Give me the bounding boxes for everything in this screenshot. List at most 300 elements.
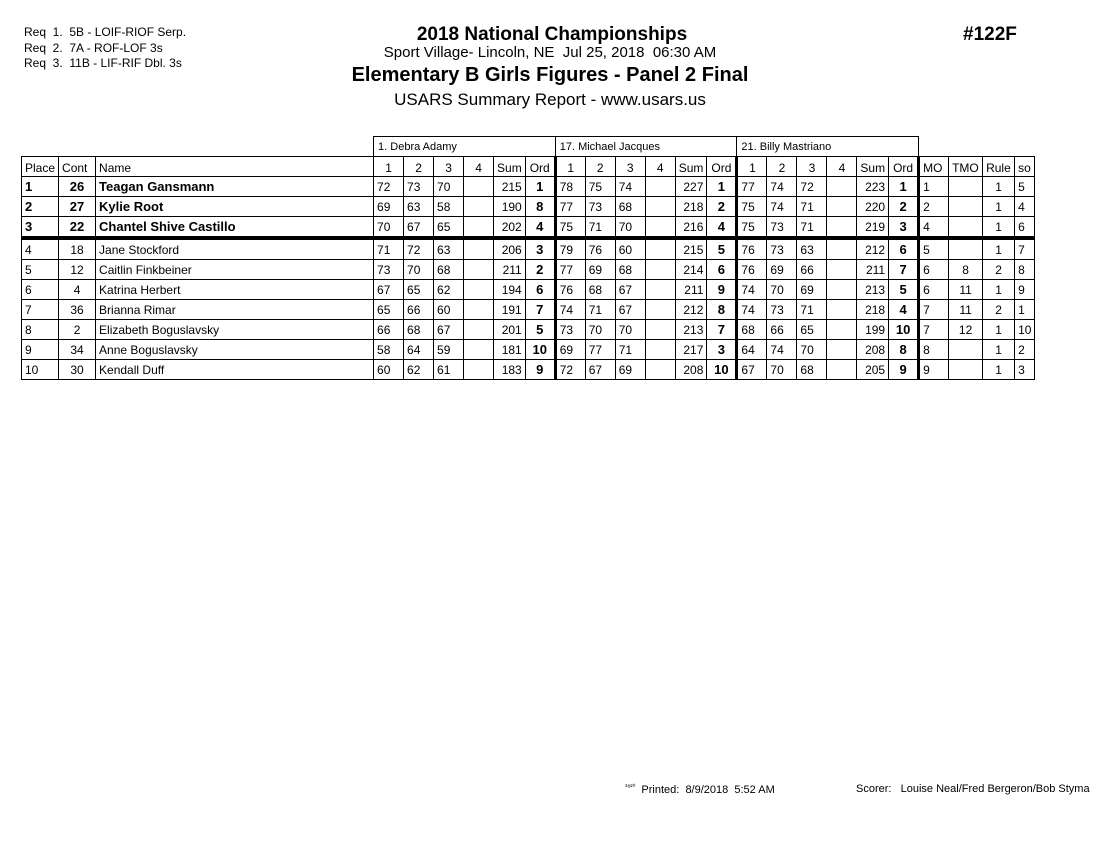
judge-2-score-2: 70 <box>585 320 615 340</box>
judge-1-sum: 211 <box>494 260 526 280</box>
col-j3-4: 4 <box>827 157 857 177</box>
judge-3-sum: 208 <box>857 340 889 360</box>
judge-2-score-3: 67 <box>615 280 645 300</box>
venue-datetime: Sport Village- Lincoln, NE Jul 25, 2018 06:30 AM <box>383 44 717 61</box>
place-cell: 2 <box>22 197 59 217</box>
judge-3-score-1: 74 <box>737 300 767 320</box>
judge-3-sum: 211 <box>857 260 889 280</box>
judge-2-ord: 6 <box>707 260 737 280</box>
judge-2-sum: 213 <box>675 320 707 340</box>
judge-1-ord: 1 <box>525 177 555 197</box>
mo-cell: 6 <box>919 280 949 300</box>
judge-2-score-3: 69 <box>615 360 645 380</box>
judge-2-score-1: 72 <box>555 360 585 380</box>
judge-1-ord: 3 <box>525 238 555 260</box>
cont-cell: 34 <box>59 340 96 360</box>
judge-1-score-3: 58 <box>434 197 464 217</box>
judge-2-sum: 212 <box>675 300 707 320</box>
tmo-cell <box>949 217 983 239</box>
table-row <box>22 217 1035 239</box>
col-j1-4: 4 <box>464 157 494 177</box>
judge-header-row <box>22 137 1035 157</box>
judge-2-ord: 5 <box>707 238 737 260</box>
judge-2-sum: 217 <box>675 340 707 360</box>
judge-3-score-1: 77 <box>737 177 767 197</box>
judge-1-score-1: 73 <box>374 260 404 280</box>
judge-2-sum: 208 <box>675 360 707 380</box>
event-number: #122F <box>963 24 1017 45</box>
col-mo: MO <box>919 157 949 177</box>
judge-3-score-2: 74 <box>767 340 797 360</box>
judge-2-score-3: 70 <box>615 217 645 239</box>
judge-2-ord: 7 <box>707 320 737 340</box>
judge-3-score-1: 75 <box>737 197 767 217</box>
judge-3-score-1: 76 <box>737 260 767 280</box>
table-row <box>22 260 1035 280</box>
judge-2-score-3: 60 <box>615 238 645 260</box>
judge-1-score-4 <box>464 197 494 217</box>
judge-1-sum: 206 <box>494 238 526 260</box>
judge-3-score-3: 65 <box>797 320 827 340</box>
judge-1-ord: 9 <box>525 360 555 380</box>
col-tmo: TMO <box>949 157 983 177</box>
judge-1-score-3: 67 <box>434 320 464 340</box>
judge-3-score-2: 73 <box>767 300 797 320</box>
col-j3-ord: Ord <box>889 157 919 177</box>
judge-1-ord: 4 <box>525 217 555 239</box>
rule-cell: 1 <box>983 238 1015 260</box>
judge-2-score-2: 75 <box>585 177 615 197</box>
judge-3-score-4 <box>827 177 857 197</box>
judge-2-score-1: 73 <box>555 320 585 340</box>
judge-3-score-1: 68 <box>737 320 767 340</box>
name-cell: Chantel Shive Castillo <box>96 217 374 239</box>
judge-3-score-2: 70 <box>767 280 797 300</box>
judge-3-score-2: 74 <box>767 197 797 217</box>
place-cell: 1 <box>22 177 59 197</box>
judge-1-score-2: 67 <box>404 217 434 239</box>
report-title: USARS Summary Report - www.usars.us <box>394 90 706 109</box>
judge-3-ord: 7 <box>889 260 919 280</box>
col-j3-2: 2 <box>767 157 797 177</box>
judge-3-score-4 <box>827 360 857 380</box>
cont-cell: 22 <box>59 217 96 239</box>
judge-1-sum: 191 <box>494 300 526 320</box>
judge-3-sum: 220 <box>857 197 889 217</box>
requirement-2: Req 2. 7A - ROF-LOF 3s <box>24 40 163 55</box>
tmo-cell <box>949 197 983 217</box>
judge-2-score-3: 68 <box>615 197 645 217</box>
col-j1-2: 2 <box>404 157 434 177</box>
col-j3-1: 1 <box>737 157 767 177</box>
judge-2-ord: 8 <box>707 300 737 320</box>
judge-1-sum: 215 <box>494 177 526 197</box>
tmo-cell: 11 <box>949 300 983 320</box>
judge-2-score-2: 71 <box>585 300 615 320</box>
so-cell: 4 <box>1015 197 1035 217</box>
so-cell: 3 <box>1015 360 1035 380</box>
judge-1-score-4 <box>464 280 494 300</box>
judge-1-score-3: 62 <box>434 280 464 300</box>
judge-2-ord: 3 <box>707 340 737 360</box>
judge-2-score-1: 77 <box>555 197 585 217</box>
place-cell: 9 <box>22 340 59 360</box>
rule-cell: 1 <box>983 320 1015 340</box>
judge-3-score-3: 71 <box>797 300 827 320</box>
tmo-cell <box>949 340 983 360</box>
requirement-1: Req 1. 5B - LOIF-RIOF Serp. <box>24 25 187 39</box>
mo-cell: 7 <box>919 300 949 320</box>
judge-1-name: 1. Debra Adamy <box>374 137 556 157</box>
results-table <box>21 136 1035 380</box>
col-j1-1: 1 <box>374 157 404 177</box>
judge-1-score-3: 61 <box>434 360 464 380</box>
judge-3-score-2: 73 <box>767 217 797 239</box>
judge-2-score-1: 74 <box>555 300 585 320</box>
judge-2-score-4 <box>645 340 675 360</box>
judge-1-ord: 2 <box>525 260 555 280</box>
col-j2-3: 3 <box>615 157 645 177</box>
col-j3-sum: Sum <box>857 157 889 177</box>
rule-cell: 1 <box>983 280 1015 300</box>
judge-3-score-4 <box>827 238 857 260</box>
requirement-3: Req 3. 11B - LIF-RIF Dbl. 3s <box>24 56 182 70</box>
tmo-cell <box>949 238 983 260</box>
judge-2-score-1: 77 <box>555 260 585 280</box>
judge-2-score-3: 74 <box>615 177 645 197</box>
judge-2-sum: 227 <box>675 177 707 197</box>
judge-2-ord: 2 <box>707 197 737 217</box>
judge-1-sum: 201 <box>494 320 526 340</box>
place-cell: 4 <box>22 238 59 260</box>
judge-2-score-3: 71 <box>615 340 645 360</box>
judge-1-score-1: 66 <box>374 320 404 340</box>
so-cell: 1 <box>1015 300 1035 320</box>
judge-2-score-2: 67 <box>585 360 615 380</box>
mo-cell: 2 <box>919 197 949 217</box>
judge-1-score-2: 72 <box>404 238 434 260</box>
judge-2-score-1: 78 <box>555 177 585 197</box>
judge-2-score-4 <box>645 238 675 260</box>
cont-cell: 12 <box>59 260 96 280</box>
rule-cell: 2 <box>983 260 1015 280</box>
col-place: Place <box>22 157 59 177</box>
col-j1-sum: Sum <box>494 157 526 177</box>
table-row <box>22 300 1035 320</box>
judge-1-score-3: 68 <box>434 260 464 280</box>
judge-3-ord: 1 <box>889 177 919 197</box>
judge-1-sum: 202 <box>494 217 526 239</box>
printed-datetime: Printed: 8/9/2018 5:52 AM <box>641 784 775 796</box>
table-row <box>22 280 1035 300</box>
cont-cell: 18 <box>59 238 96 260</box>
judge-3-score-2: 70 <box>767 360 797 380</box>
judge-3-score-3: 63 <box>797 238 827 260</box>
place-cell: 6 <box>22 280 59 300</box>
judge-1-score-3: 63 <box>434 238 464 260</box>
col-j2-4: 4 <box>645 157 675 177</box>
judge-3-ord: 3 <box>889 217 919 239</box>
printed-info <box>625 783 775 796</box>
judge-2-score-1: 76 <box>555 280 585 300</box>
judge-3-ord: 6 <box>889 238 919 260</box>
judge-2-name: 17. Michael Jacques <box>555 137 737 157</box>
judge-2-score-2: 68 <box>585 280 615 300</box>
judge-1-sum: 181 <box>494 340 526 360</box>
col-j3-3: 3 <box>797 157 827 177</box>
judge-1-ord: 6 <box>525 280 555 300</box>
so-cell: 10 <box>1015 320 1035 340</box>
judge-2-score-4 <box>645 260 675 280</box>
judge-2-sum: 215 <box>675 238 707 260</box>
col-j2-ord: Ord <box>707 157 737 177</box>
rule-cell: 1 <box>983 360 1015 380</box>
judge-3-score-3: 71 <box>797 217 827 239</box>
tmo-cell <box>949 360 983 380</box>
judge-3-sum: 218 <box>857 300 889 320</box>
judge-3-ord: 2 <box>889 197 919 217</box>
so-cell: 2 <box>1015 340 1035 360</box>
judge-1-score-2: 70 <box>404 260 434 280</box>
judge-2-score-3: 67 <box>615 300 645 320</box>
so-cell: 8 <box>1015 260 1035 280</box>
judge-2-score-2: 77 <box>585 340 615 360</box>
judge-2-ord: 9 <box>707 280 737 300</box>
judge-1-score-1: 65 <box>374 300 404 320</box>
place-cell: 5 <box>22 260 59 280</box>
col-j2-2: 2 <box>585 157 615 177</box>
col-rule: Rule <box>983 157 1015 177</box>
event-title: Elementary B Girls Figures - Panel 2 Final <box>351 64 749 86</box>
judge-3-score-1: 64 <box>737 340 767 360</box>
cont-cell: 26 <box>59 177 96 197</box>
tmo-cell: 11 <box>949 280 983 300</box>
mo-cell: 6 <box>919 260 949 280</box>
judge-3-score-3: 66 <box>797 260 827 280</box>
judge-3-score-1: 75 <box>737 217 767 239</box>
judge-2-sum: 214 <box>675 260 707 280</box>
judge-3-sum: 212 <box>857 238 889 260</box>
col-j2-sum: Sum <box>675 157 707 177</box>
table-row <box>22 197 1035 217</box>
judge-3-sum: 219 <box>857 217 889 239</box>
judge-2-score-4 <box>645 280 675 300</box>
so-cell: 5 <box>1015 177 1035 197</box>
judge-1-score-2: 62 <box>404 360 434 380</box>
championship-title: 2018 National Championships <box>416 24 688 45</box>
tmo-cell: 12 <box>949 320 983 340</box>
judge-1-score-4 <box>464 238 494 260</box>
judge-1-sum: 183 <box>494 360 526 380</box>
mo-cell: 5 <box>919 238 949 260</box>
judge-3-score-3: 69 <box>797 280 827 300</box>
judge-3-score-3: 68 <box>797 360 827 380</box>
tmo-cell <box>949 177 983 197</box>
judge-1-score-1: 72 <box>374 177 404 197</box>
table-row <box>22 177 1035 197</box>
judge-1-score-3: 65 <box>434 217 464 239</box>
name-cell: Teagan Gansmann <box>96 177 374 197</box>
judge-1-score-4 <box>464 260 494 280</box>
judge-2-score-4 <box>645 320 675 340</box>
mo-cell: 9 <box>919 360 949 380</box>
judge-2-score-4 <box>645 300 675 320</box>
judge-2-sum: 218 <box>675 197 707 217</box>
name-cell: Katrina Herbert <box>96 280 374 300</box>
judge-2-score-2: 73 <box>585 197 615 217</box>
judge-1-ord: 5 <box>525 320 555 340</box>
mo-cell: 1 <box>919 177 949 197</box>
judge-1-score-1: 69 <box>374 197 404 217</box>
judge-1-score-2: 65 <box>404 280 434 300</box>
judge-2-sum: 211 <box>675 280 707 300</box>
judge-1-score-2: 68 <box>404 320 434 340</box>
rule-cell: 1 <box>983 340 1015 360</box>
judge-2-score-4 <box>645 360 675 380</box>
judge-2-score-1: 69 <box>555 340 585 360</box>
name-cell: Anne Boguslavsky <box>96 340 374 360</box>
scorer-info: Scorer: Louise Neal/Fred Bergeron/Bob Styma <box>856 783 1090 795</box>
judge-1-score-4 <box>464 217 494 239</box>
table-row <box>22 320 1035 340</box>
judge-2-ord: 1 <box>707 177 737 197</box>
judge-2-score-4 <box>645 217 675 239</box>
judge-1-ord: 7 <box>525 300 555 320</box>
judge-3-ord: 5 <box>889 280 919 300</box>
cont-cell: 2 <box>59 320 96 340</box>
mo-cell: 8 <box>919 340 949 360</box>
cont-cell: 30 <box>59 360 96 380</box>
judge-3-score-1: 74 <box>737 280 767 300</box>
judge-1-score-1: 67 <box>374 280 404 300</box>
cont-cell: 36 <box>59 300 96 320</box>
judge-3-sum: 213 <box>857 280 889 300</box>
judge-3-ord: 8 <box>889 340 919 360</box>
judge-1-score-3: 60 <box>434 300 464 320</box>
judge-1-score-1: 70 <box>374 217 404 239</box>
print-code: ³⁸²⁰ <box>625 784 636 791</box>
table-row <box>22 360 1035 380</box>
judge-3-score-3: 71 <box>797 197 827 217</box>
judge-1-score-1: 60 <box>374 360 404 380</box>
judge-3-name: 21. Billy Mastriano <box>737 137 919 157</box>
judge-3-score-4 <box>827 300 857 320</box>
judge-1-score-2: 66 <box>404 300 434 320</box>
judge-2-score-4 <box>645 197 675 217</box>
judge-3-ord: 10 <box>889 320 919 340</box>
judge-2-score-2: 76 <box>585 238 615 260</box>
judge-3-sum: 205 <box>857 360 889 380</box>
name-cell: Kendall Duff <box>96 360 374 380</box>
judge-3-score-4 <box>827 320 857 340</box>
judge-3-score-4 <box>827 197 857 217</box>
judge-3-score-1: 76 <box>737 238 767 260</box>
judge-1-ord: 8 <box>525 197 555 217</box>
so-cell: 9 <box>1015 280 1035 300</box>
col-name: Name <box>96 157 374 177</box>
name-cell: Kylie Root <box>96 197 374 217</box>
judge-2-ord: 10 <box>707 360 737 380</box>
col-so: so <box>1015 157 1035 177</box>
judge-2-ord: 4 <box>707 217 737 239</box>
judge-2-score-2: 71 <box>585 217 615 239</box>
rule-cell: 1 <box>983 197 1015 217</box>
judge-3-score-1: 67 <box>737 360 767 380</box>
judge-3-score-4 <box>827 217 857 239</box>
place-cell: 7 <box>22 300 59 320</box>
place-cell: 3 <box>22 217 59 239</box>
mo-cell: 4 <box>919 217 949 239</box>
judge-1-score-3: 70 <box>434 177 464 197</box>
col-j2-1: 1 <box>555 157 585 177</box>
judge-2-score-3: 68 <box>615 260 645 280</box>
judge-1-ord: 10 <box>525 340 555 360</box>
judge-3-score-4 <box>827 340 857 360</box>
place-cell: 10 <box>22 360 59 380</box>
judge-3-score-4 <box>827 280 857 300</box>
judge-1-score-2: 63 <box>404 197 434 217</box>
judge-1-score-3: 59 <box>434 340 464 360</box>
judge-3-score-2: 74 <box>767 177 797 197</box>
col-j1-ord: Ord <box>525 157 555 177</box>
judge-3-ord: 9 <box>889 360 919 380</box>
judge-3-score-2: 73 <box>767 238 797 260</box>
judge-1-sum: 190 <box>494 197 526 217</box>
tmo-cell: 8 <box>949 260 983 280</box>
column-header-row <box>22 157 1035 177</box>
judge-3-ord: 4 <box>889 300 919 320</box>
judge-1-score-4 <box>464 300 494 320</box>
judge-1-score-4 <box>464 360 494 380</box>
judge-3-sum: 223 <box>857 177 889 197</box>
name-cell: Caitlin Finkbeiner <box>96 260 374 280</box>
judge-3-score-2: 69 <box>767 260 797 280</box>
name-cell: Elizabeth Boguslavsky <box>96 320 374 340</box>
judge-1-score-4 <box>464 177 494 197</box>
judge-1-score-2: 73 <box>404 177 434 197</box>
name-cell: Jane Stockford <box>96 238 374 260</box>
so-cell: 6 <box>1015 217 1035 239</box>
judge-2-score-1: 79 <box>555 238 585 260</box>
so-cell: 7 <box>1015 238 1035 260</box>
judge-1-score-1: 71 <box>374 238 404 260</box>
judge-2-score-3: 70 <box>615 320 645 340</box>
table-row <box>22 340 1035 360</box>
cont-cell: 27 <box>59 197 96 217</box>
judge-2-score-4 <box>645 177 675 197</box>
col-j1-3: 3 <box>434 157 464 177</box>
judge-3-score-2: 66 <box>767 320 797 340</box>
judge-1-score-4 <box>464 320 494 340</box>
judge-2-sum: 216 <box>675 217 707 239</box>
table-row <box>22 238 1035 260</box>
judge-2-score-1: 75 <box>555 217 585 239</box>
judge-3-score-4 <box>827 260 857 280</box>
judge-1-sum: 194 <box>494 280 526 300</box>
judge-3-sum: 199 <box>857 320 889 340</box>
cont-cell: 4 <box>59 280 96 300</box>
judge-1-score-2: 64 <box>404 340 434 360</box>
place-cell: 8 <box>22 320 59 340</box>
judge-3-score-3: 70 <box>797 340 827 360</box>
mo-cell: 7 <box>919 320 949 340</box>
judge-2-score-2: 69 <box>585 260 615 280</box>
rule-cell: 2 <box>983 300 1015 320</box>
name-cell: Brianna Rimar <box>96 300 374 320</box>
judge-1-score-1: 58 <box>374 340 404 360</box>
rule-cell: 1 <box>983 217 1015 239</box>
col-cont: Cont <box>59 157 96 177</box>
